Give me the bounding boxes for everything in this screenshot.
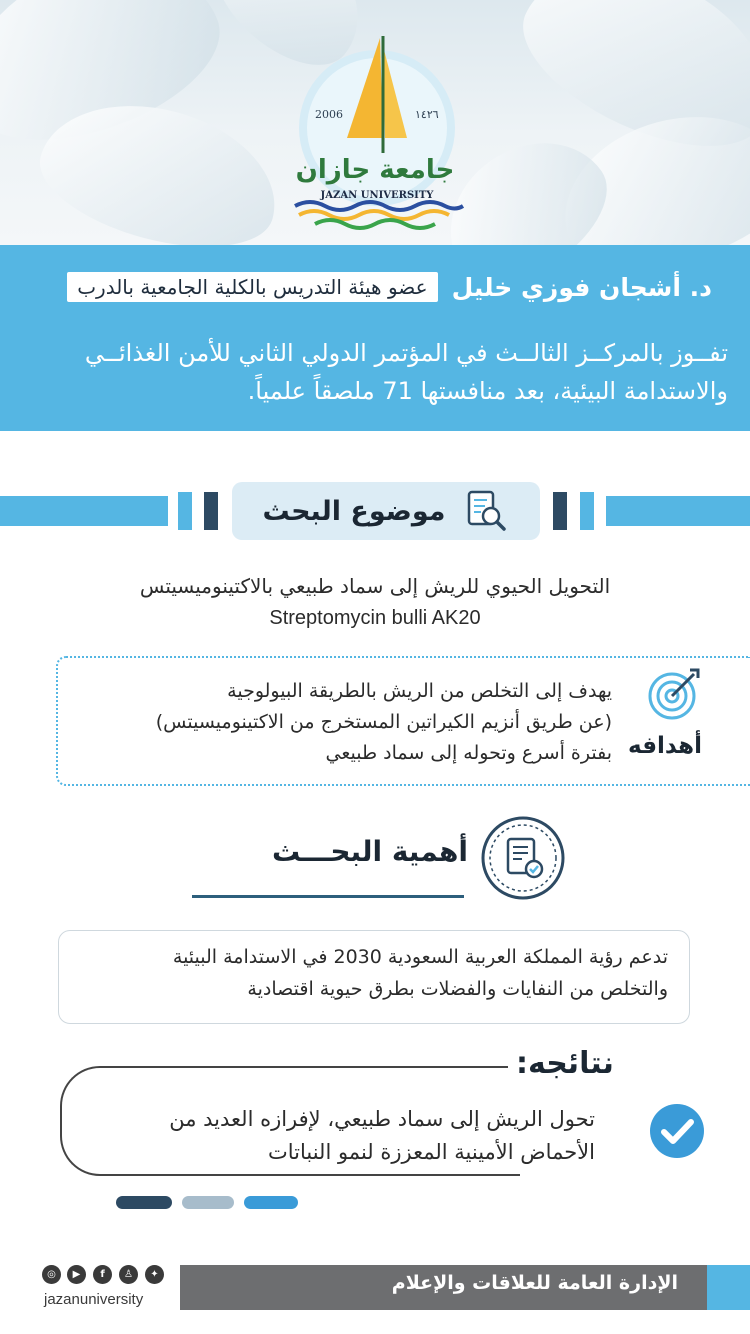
importance-line: والتخلص من النفايات والفضلات بطرق حيوية اقتصادية — [247, 978, 668, 1000]
divider-left-tick — [178, 492, 192, 530]
research-topic-title: موضوع البحث — [262, 495, 446, 527]
research-topic-header — [232, 482, 540, 540]
progress-dot — [116, 1196, 172, 1209]
facebook-icon[interactable]: f — [93, 1265, 112, 1284]
results-title: نتائجه: — [508, 1046, 622, 1081]
divider-right — [606, 496, 750, 526]
logo-english-name: JAZAN UNIVERSITY — [320, 190, 434, 201]
award-headline — [8, 334, 728, 410]
importance-line: تدعم رؤية المملكة العربية السعودية 2030 في الاستدامة البيئية — [172, 946, 668, 968]
importance-underline — [192, 895, 464, 898]
results-line: الأحماض الأمينية المعززة لنمو النباتات — [267, 1140, 595, 1164]
divider-right-tick — [580, 492, 594, 530]
research-organism-name: Streptomycin bulli AK20 — [269, 607, 481, 629]
goals-line: (عن طريق أنزيم الكيراتين المستخرج من الاكتينوميسيتس) — [155, 711, 612, 733]
divider-left — [0, 496, 168, 526]
divider-right-tick — [553, 492, 567, 530]
instagram-icon[interactable]: ◎ — [42, 1265, 61, 1284]
goals-label: أهدافه — [628, 733, 703, 759]
header-hero — [0, 0, 750, 245]
importance-text — [80, 941, 668, 1005]
logo-year-hijri: ١٤٢٦ — [415, 108, 439, 121]
snapchat-icon[interactable]: ♙ — [119, 1265, 138, 1284]
goals-line: يهدف إلى التخلص من الريش بالطريقة البيولوجية — [227, 680, 612, 702]
document-search-icon — [463, 488, 509, 534]
results-line: تحول الريش إلى سماد طبيعي، لإفرازه العديد من — [169, 1107, 595, 1131]
research-topic-line: التحويل الحيوي للريش إلى سماد طبيعي بالاكتينوميسيتس — [139, 574, 611, 598]
document-check-icon — [480, 815, 566, 901]
headline-line: تفــوز بالمركــز الثالــث في المؤتمر الدولي الثاني للأمن الغذائــي — [84, 339, 728, 367]
logo-year-gregorian: 2006 — [315, 108, 343, 121]
twitter-icon[interactable]: ✦ — [145, 1265, 164, 1284]
faculty-name-row — [67, 272, 712, 302]
logo-arabic-mark: جامعة جازان — [295, 155, 455, 185]
goals-text — [82, 676, 612, 769]
goals-line: بفترة أسرع وتحوله إلى سماد طبيعي — [325, 742, 612, 764]
progress-dot — [244, 1196, 298, 1209]
results-text — [100, 1103, 595, 1169]
faculty-role: عضو هيئة التدريس بالكلية الجامعية بالدرب — [67, 272, 437, 302]
divider-left-tick — [204, 492, 218, 530]
faculty-name: د. أشجان فوزي خليل — [451, 272, 712, 302]
social-handle[interactable]: jazanuniversity — [44, 1291, 144, 1308]
university-logo — [285, 18, 470, 233]
target-icon — [646, 666, 702, 722]
youtube-icon[interactable]: ▶ — [67, 1265, 86, 1284]
headline-line: والاستدامة البيئية، بعد منافستها 71 ملصقاً علمياً. — [247, 377, 728, 405]
progress-dot — [182, 1196, 234, 1209]
checkmark-icon — [648, 1102, 706, 1160]
importance-title: أهمية البحـــث — [272, 835, 469, 868]
footer-accent — [707, 1265, 750, 1310]
footer-department: الإدارة العامة للعلاقات والإعلام — [391, 1272, 678, 1294]
